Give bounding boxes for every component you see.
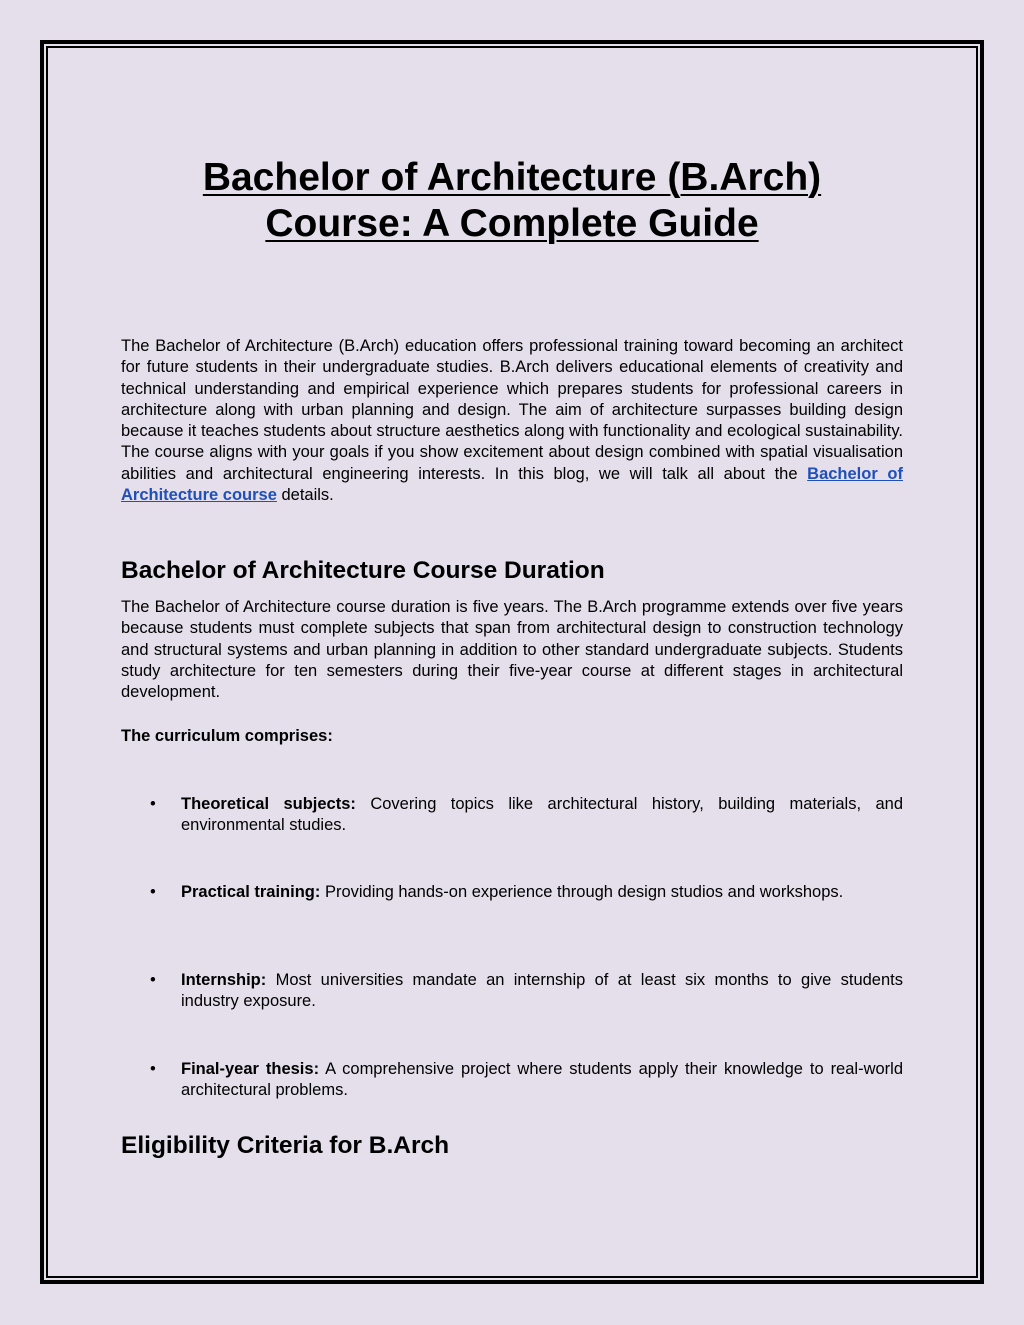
list-item-desc: A comprehensive project where students apply their knowledge to real-world architectural problems. [181,1060,904,1100]
intro-after-link: details. [276,486,334,505]
list-item-term: Theoretical subjects: [181,795,356,813]
intro-paragraph [121,336,903,506]
list-item [121,882,903,903]
bachelor-course-link[interactable]: Bachelor of Architecture course [121,464,903,505]
bullet-icon: • [150,971,156,989]
title-line-2: Course: A Complete Guide [265,202,759,245]
page-title [121,155,903,247]
list-item-text [181,1059,903,1102]
list-item-text [181,794,903,837]
list-item [121,794,903,837]
curriculum-label: The curriculum comprises: [121,727,333,745]
list-item-text [181,882,903,903]
list-item [121,970,903,1013]
list-item-term: Internship: [181,971,267,989]
list-item [121,1059,903,1102]
intro-text: The Bachelor of Architecture (B.Arch) education offers professional training toward becoming an architect for future students in their undergraduate studies. B.Arch delivers educational elements of creativity and technical understanding and empirical experience which prepares students for professional careers in architecture along with urban planning and design. The aim of architecture surpasses building design because it teaches students about structure aesthetics along with functionality and ecological sustainability. The course aligns with your goals if you show excitement about design combined with spatial visualisation abilities and architectural engineering interests. In this blog, we will talk all about the [121,337,903,483]
list-item-desc: Providing hands-on experience through design studios and workshops. [320,883,844,901]
list-item-text [181,970,903,1013]
bullet-icon: • [150,1060,156,1078]
list-item-term: Final-year thesis: [181,1060,320,1078]
list-item-term: Practical training: [181,883,321,901]
list-item-desc: Covering topics like architectural history, building materials, and environmental studies. [181,795,903,835]
list-item-desc: Most universities mandate an internship of at least six months to give students industry exposure. [181,971,903,1011]
duration-heading: Bachelor of Architecture Course Duration [121,557,605,584]
bullet-icon: • [150,883,156,901]
eligibility-heading: Eligibility Criteria for B.Arch [121,1132,450,1159]
bullet-icon: • [150,795,156,813]
duration-paragraph: The Bachelor of Architecture course duration is five years. The B.Arch programme extends over five years because students must complete subjects that span from architectural design to construction technology and structural systems and urban planning in addition to other standard undergraduate subjects. Students study architecture for ten semesters during their five-year course at different stages in architectural development. [121,598,903,702]
title-line-1: Bachelor of Architecture (B.Arch) [202,156,822,199]
